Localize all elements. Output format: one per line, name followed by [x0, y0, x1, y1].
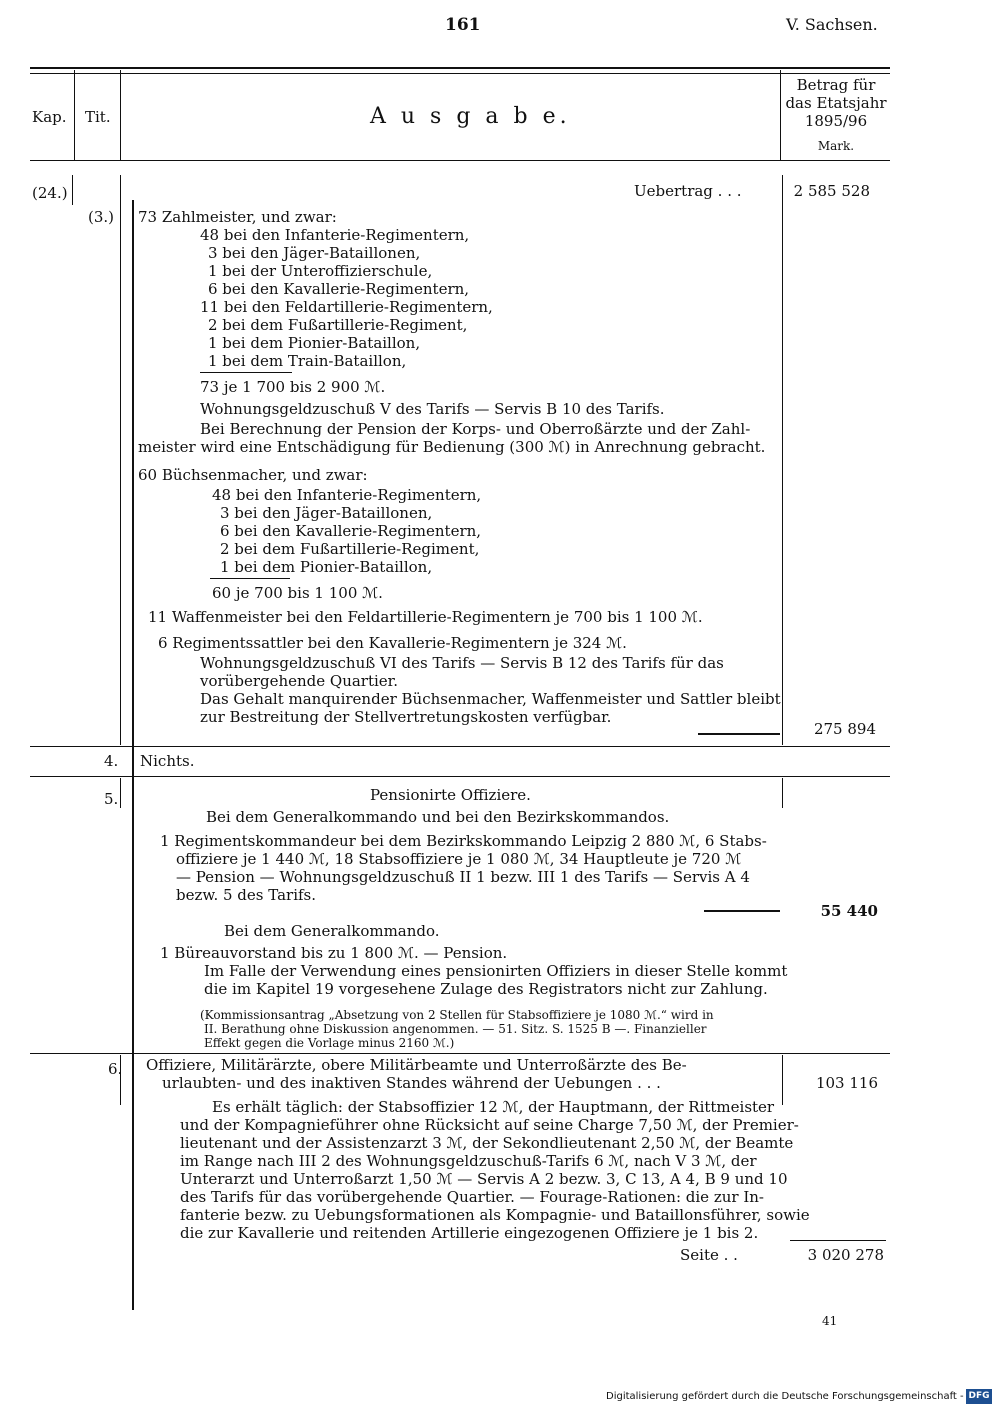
tit5-b-3: die im Kapitel 19 vorgesehene Zulage des Registrators nicht zur Zahlung. [204, 980, 768, 998]
seite-label: Seite . . [680, 1246, 738, 1264]
col-betrag-header-1: Betrag für [796, 76, 876, 94]
sattler-wohnung-2: vorübergehende Quartier. [200, 672, 398, 690]
dfg-logo: DFG [966, 1389, 992, 1404]
sattler-line: 6 Regimentssattler bei den Kavallerie-Regimentern je 324 ℳ. [158, 634, 627, 652]
tit6-para: die zur Kavallerie und reitenden Artillerie eingezogenen Offiziere je 1 bis 2. [180, 1224, 759, 1242]
tit-number: 6. [108, 1060, 123, 1078]
kap-number: (24.) [32, 184, 68, 202]
row-separator [30, 1053, 890, 1054]
tit5-para-2: offiziere je 1 440 ℳ, 18 Stabsoffiziere je 1 080 ℳ, 34 Hauptleute je 720 ℳ [176, 850, 742, 868]
zahlmeister-item: 11 bei den Feldartillerie-Regimentern, [200, 298, 493, 316]
col-ausgabe-header: A u s g a b e. [370, 104, 571, 129]
row-separator [30, 746, 890, 747]
sum-rule [200, 372, 292, 373]
total-rule [698, 733, 780, 735]
col-divider-tit-head [120, 70, 121, 161]
zahlmeister-item: 3 bei den Jäger-Bataillonen, [208, 244, 421, 262]
zahlmeister-item: 2 bei dem Fußartillerie-Regiment, [208, 316, 468, 334]
tit5-title: Pensionirte Offiziere. [370, 786, 531, 804]
kommission-note-1: (Kommissionsantrag „Absetzung von 2 Stellen für Stabsoffiziere je 1080 ℳ.“ wird in [200, 1008, 714, 1022]
kommission-note-2: II. Berathung ohne Diskussion angenommen. — 51. Sitz. S. 1525 B —. Finanzieller [204, 1022, 707, 1036]
table-head-rule [30, 160, 890, 161]
row-separator [30, 776, 890, 777]
gehalt-note-1: Das Gehalt manquirender Büchsenmacher, Waffenmeister und Sattler bleibt [200, 690, 781, 708]
tit6-total: 103 116 [815, 1074, 878, 1092]
tit-number: 4. [104, 752, 119, 770]
tit6-para: Es erhält täglich: der Stabsoffizier 12 ℳ, der Hauptmann, der Rittmeister [212, 1098, 775, 1116]
buechsen-heading: 60 Büchsenmacher, und zwar: [138, 466, 368, 484]
tit5-b-1: 1 Büreauvorstand bis zu 1 800 ℳ. — Pension. [160, 944, 508, 962]
gehalt-note-2: zur Bestreitung der Stellvertretungskosten verfügbar. [200, 708, 612, 726]
zahlmeister-item: 6 bei den Kavallerie-Regimentern, [208, 280, 470, 298]
buechsen-item: 6 bei den Kavallerie-Regimentern, [220, 522, 482, 540]
col-betrag-unit: Mark. [817, 139, 855, 153]
col-divider-tit-body-1 [120, 175, 121, 745]
tit5-subheading-1: Bei dem Generalkommando und bei den Bezirkskommandos. [206, 808, 670, 826]
tit6-title-2: urlaubten- und des inaktiven Standes während der Uebungen . . . [162, 1074, 661, 1092]
col-divider-betrag-body-1 [782, 175, 783, 745]
col-betrag-header-2: das Etatsjahr [785, 94, 887, 112]
tit5-para-4: bezw. 5 des Tarifs. [176, 886, 317, 904]
tit6-para: fanterie bezw. zu Uebungsformationen als Kompagnie- und Bataillonsführer, sowie [180, 1206, 810, 1224]
col-divider-text-body [132, 200, 134, 1310]
tit3-total: 275 894 [813, 720, 876, 738]
digitization-notice: Digitalisierung gefördert durch die Deutsche Forschungsgemeinschaft - [606, 1391, 964, 1402]
total-rule [704, 910, 780, 912]
sheet-number: 41 [822, 1314, 838, 1328]
zahlmeister-item: 1 bei dem Train-Bataillon, [208, 352, 407, 370]
zahlmeister-sum: 73 je 1 700 bis 2 900 ℳ. [200, 378, 386, 396]
buechsen-sum: 60 je 700 bis 1 100 ℳ. [212, 584, 383, 602]
table-top-rule-2 [30, 73, 890, 74]
zahlmeister-heading: 73 Zahlmeister, und zwar: [138, 208, 337, 226]
col-kap-header: Kap. [32, 108, 67, 126]
col-divider-betrag-body-2 [782, 778, 783, 808]
tit-number: (3.) [88, 208, 115, 226]
tit6-para: und der Kompagnieführer ohne Rücksicht auf seine Charge 7,50 ℳ, der Premier- [180, 1116, 799, 1134]
col-divider-betrag-body-3 [782, 1055, 783, 1105]
seite-rule [790, 1240, 886, 1241]
tit6-para: lieutenant und der Assistenzarzt 3 ℳ, der Sekondlieutenant 2,50 ℳ, der Beamte [180, 1134, 794, 1152]
kommission-note-3: Effekt gegen die Vorlage minus 2160 ℳ.) [204, 1036, 455, 1050]
buechsen-item: 1 bei dem Pionier-Bataillon, [220, 558, 433, 576]
sum-rule [210, 578, 290, 579]
col-divider-tit-body-2 [120, 778, 121, 808]
zahlmeister-note-1: Bei Berechnung der Pension der Korps- und Oberroßärzte und der Zahl- [200, 420, 751, 438]
tit4-text: Nichts. [140, 752, 195, 770]
col-betrag-header-3: 1895/96 [804, 112, 868, 130]
col-tit-header: Tit. [85, 108, 111, 126]
running-head: V. Sachsen. [786, 15, 878, 34]
tit5-para-3: — Pension — Wohnungsgeldzuschuß II 1 bezw. III 1 des Tarifs — Servis A 4 [176, 868, 750, 886]
tit6-para: des Tarifs für das vorübergehende Quartier. — Fourage-Rationen: die zur In- [180, 1188, 764, 1206]
table-top-rule [30, 67, 890, 69]
tit5-b-2: Im Falle der Verwendung eines pensionirten Offiziers in dieser Stelle kommt [204, 962, 788, 980]
page-number: 161 [445, 15, 481, 35]
seite-total: 3 020 278 [807, 1246, 884, 1264]
sattler-wohnung-1: Wohnungsgeldzuschuß VI des Tarifs — Servis B 12 des Tarifs für das [200, 654, 724, 672]
zahlmeister-item: 1 bei der Unteroffizierschule, [208, 262, 433, 280]
col-divider-kap-head [74, 70, 75, 161]
uebertrag-value: 2 585 528 [793, 182, 870, 200]
buechsen-item: 2 bei dem Fußartillerie-Regiment, [220, 540, 480, 558]
zahlmeister-item: 48 bei den Infanterie-Regimentern, [200, 226, 470, 244]
zahlmeister-item: 1 bei dem Pionier-Bataillon, [208, 334, 421, 352]
tit-number: 5. [104, 790, 119, 808]
zahlmeister-note-2: meister wird eine Entschädigung für Bedienung (300 ℳ) in Anrechnung gebracht. [138, 438, 766, 456]
col-divider-betrag-head [780, 70, 781, 161]
tit6-title-1: Offiziere, Militärärzte, obere Militärbeamte und Unterroßärzte des Be- [146, 1056, 687, 1074]
buechsen-item: 48 bei den Infanterie-Regimentern, [212, 486, 482, 504]
tit6-para: im Range nach III 2 des Wohnungsgeldzuschuß-Tarifs 6 ℳ, nach V 3 ℳ, der [180, 1152, 757, 1170]
tit6-para: Unterarzt und Unterroßarzt 1,50 ℳ — Servis A 2 bezw. 3, C 13, A 4, B 9 und 10 [180, 1170, 788, 1188]
waffenmeister-line: 11 Waffenmeister bei den Feldartillerie-Regimentern je 700 bis 1 100 ℳ. [148, 608, 703, 626]
uebertrag-label: Uebertrag . . . [634, 182, 742, 200]
tit5-para-1: 1 Regimentskommandeur bei dem Bezirkskommando Leipzig 2 880 ℳ, 6 Stabs- [160, 832, 767, 850]
tit5-total: 55 440 [820, 902, 878, 920]
zahlmeister-wohnung: Wohnungsgeldzuschuß V des Tarifs — Servis B 10 des Tarifs. [200, 400, 665, 418]
tit5-subheading-2: Bei dem Generalkommando. [224, 922, 440, 940]
buechsen-item: 3 bei den Jäger-Bataillonen, [220, 504, 433, 522]
col-divider-kap-body [72, 175, 73, 205]
